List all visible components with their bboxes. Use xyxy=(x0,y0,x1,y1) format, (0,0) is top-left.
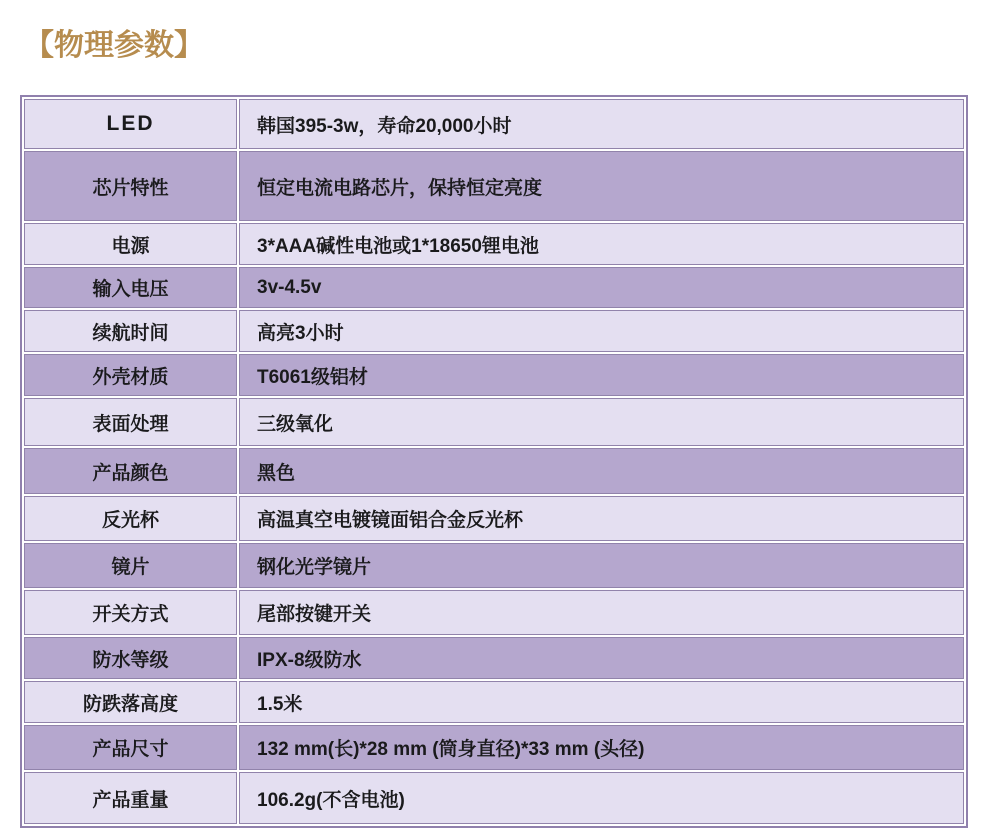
table-row xyxy=(24,267,964,308)
spec-value: 韩国395-3w，寿命20,000小时 xyxy=(239,99,964,149)
spec-value: 三级氧化 xyxy=(239,398,964,446)
spec-label: 表面处理 xyxy=(24,398,237,446)
table-row xyxy=(24,99,964,149)
spec-value: 3*AAA碱性电池或1*18650锂电池 xyxy=(239,223,964,265)
spec-value: 132 mm(长)*28 mm (筒身直径)*33 mm (头径) xyxy=(239,725,964,770)
spec-value: 3v-4.5v xyxy=(239,267,964,308)
spec-label: 输入电压 xyxy=(24,267,237,308)
spec-label: 续航时间 xyxy=(24,310,237,352)
table-row xyxy=(24,590,964,635)
table-row xyxy=(24,398,964,446)
spec-value: 高亮3小时 xyxy=(239,310,964,352)
spec-label: LED xyxy=(24,99,237,149)
spec-label: 产品尺寸 xyxy=(24,725,237,770)
table-row xyxy=(24,310,964,352)
spec-value: 恒定电流电路芯片，保持恒定亮度 xyxy=(239,151,964,221)
spec-value: 尾部按键开关 xyxy=(239,590,964,635)
spec-value: 高温真空电镀镜面铝合金反光杯 xyxy=(239,496,964,541)
spec-label: 电源 xyxy=(24,223,237,265)
spec-label: 反光杯 xyxy=(24,496,237,541)
table-row xyxy=(24,772,964,824)
table-row xyxy=(24,681,964,723)
table-row xyxy=(24,543,964,588)
spec-value: 黑色 xyxy=(239,448,964,494)
spec-label: 外壳材质 xyxy=(24,354,237,396)
table-row xyxy=(24,637,964,679)
spec-label: 开关方式 xyxy=(24,590,237,635)
spec-value: T6061级铝材 xyxy=(239,354,964,396)
spec-value: 106.2g(不含电池) xyxy=(239,772,964,824)
spec-value: 钢化光学镜片 xyxy=(239,543,964,588)
spec-label: 防水等级 xyxy=(24,637,237,679)
spec-label: 芯片特性 xyxy=(24,151,237,221)
table-row xyxy=(24,354,964,396)
spec-label: 产品颜色 xyxy=(24,448,237,494)
spec-table-body xyxy=(24,99,964,824)
table-row xyxy=(24,223,964,265)
spec-value: 1.5米 xyxy=(239,681,964,723)
table-row xyxy=(24,496,964,541)
page-title: 【物理参数】 xyxy=(24,29,204,62)
spec-label: 产品重量 xyxy=(24,772,237,824)
spec-label: 镜片 xyxy=(24,543,237,588)
table-row xyxy=(24,725,964,770)
table-row xyxy=(24,151,964,221)
spec-table xyxy=(20,95,968,828)
spec-value: IPX-8级防水 xyxy=(239,637,964,679)
spec-label: 防跌落高度 xyxy=(24,681,237,723)
table-row xyxy=(24,448,964,494)
